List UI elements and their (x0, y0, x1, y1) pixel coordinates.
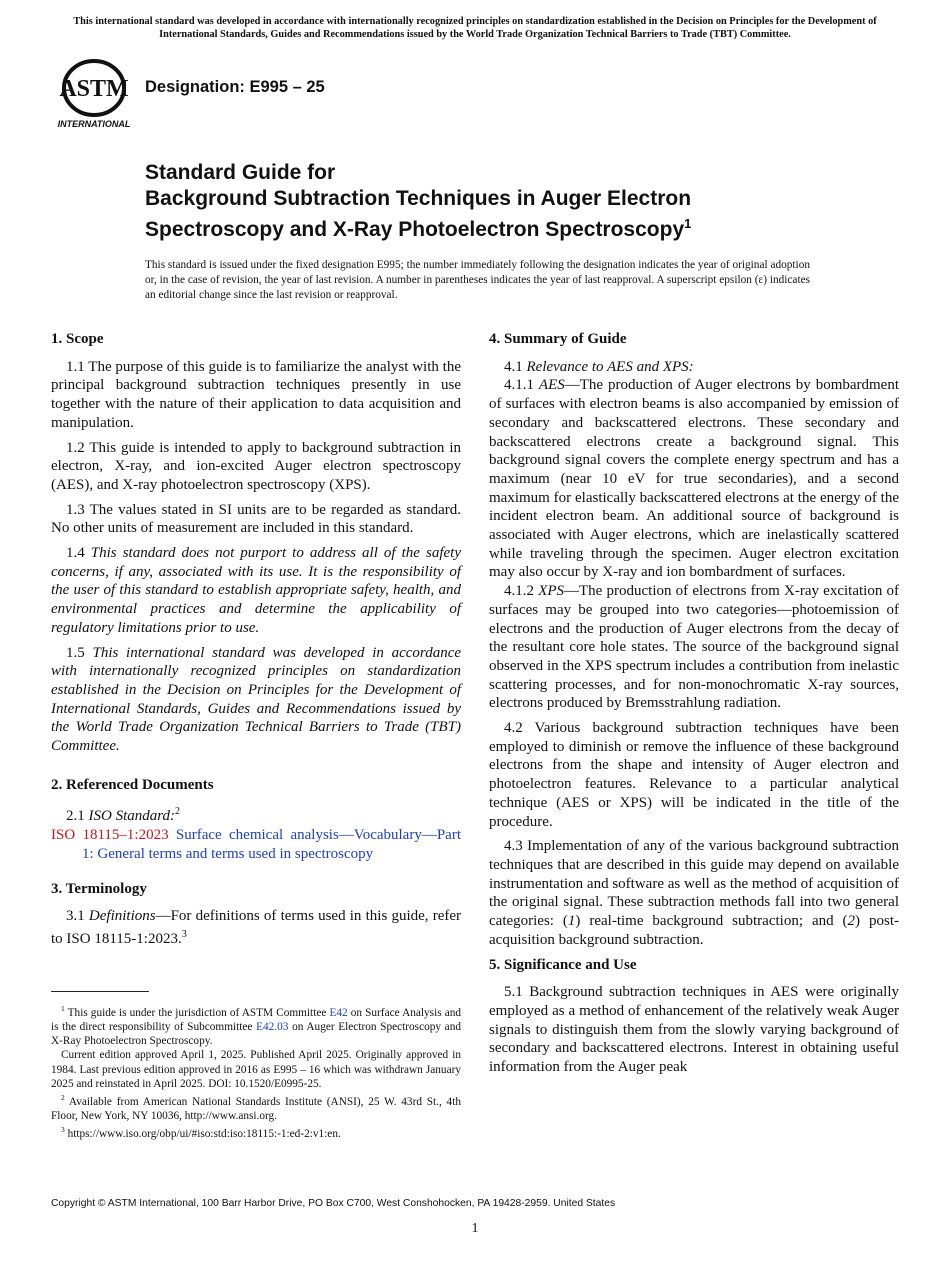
title-line-3-text: Spectroscopy and X-Ray Photoelectron Spectroscopy (145, 218, 685, 241)
footnote-3-mark: 3 (61, 1125, 65, 1135)
paragraph-4-3-text-b: ) real-time background subtraction; and ( (575, 913, 848, 930)
paragraph-4-1-1-label: AES (538, 377, 565, 394)
title-line-3 (145, 211, 845, 243)
footnote-3 (51, 1123, 461, 1141)
astm-logo-icon (54, 58, 134, 130)
paragraph-4-1-label: Relevance to AES and XPS: (526, 358, 694, 375)
logo-text-top: ASTM (59, 76, 129, 102)
footnote-1-text-b: on Surface Analysis and is the direct responsibility of Subcommittee (51, 1006, 462, 1033)
footnote-2-text: Available from American National Standards Institute (ANSI), 25 W. 43rd St., 4th Floor, New York, NY 10036, http://www.ansi.org. (51, 1095, 461, 1122)
paragraph-5-1: 5.1 Background subtraction techniques in AES were originally employed as a method of enhancement of the relatively weak Auger signals to distinguish them from the slowly varying background of secondary and backscattered electrons. Interest in obtaining useful information from the Auger peak (489, 984, 899, 1076)
paragraph-4-1-1-text: —The production of Auger electrons by bombardment of surfaces with electron beams is also accompanied by emission of secondary and backscattered electrons. These secondary and backscattered electrons create a background signal. This background signal covers the complete energy spectrum and has a maximum (near 10 eV for true secondaries), and a second maximum for elastically backscattered electrons at the energy of the incident electron beam. An additional source of background is associated with Auger electrons, which are inelastically scattered while traveling through the specimen. Auger electron excitation may also occur by X-ray and ion bombardment of surfaces. (489, 377, 900, 581)
committee-e42-link[interactable]: E42 (329, 1006, 348, 1019)
left-column (51, 330, 461, 955)
paragraph-3-1-label: Definitions (88, 908, 156, 925)
title-footnote-mark: 1 (684, 216, 692, 231)
paragraph-4-3-text-c: ) post-acquisition background subtraction. (489, 913, 899, 948)
paragraph-4-1 (489, 358, 899, 377)
paragraph-1-3: 1.3 The values stated in SI units are to be regarded as standard. No other units of measurement are included in this standard. (51, 501, 461, 537)
paragraph-4-1-2-number: 4.1.2 (504, 583, 534, 600)
section-heading-terminology: 3. Terminology (51, 880, 147, 897)
copyright-notice: Copyright © ASTM International, 100 Barr Harbor Drive, PO Box C700, West Conshohocken, PA 19428-2959. United States (51, 1198, 616, 1209)
footnote-divider (51, 991, 149, 992)
footnote-2-mark: 2 (61, 1092, 65, 1102)
paragraph-3-1 (51, 907, 461, 948)
paragraph-2-1-label: ISO Standard: (88, 808, 176, 825)
page-number: 1 (471, 1221, 479, 1236)
paragraph-4-1-1-number: 4.1.1 (504, 377, 534, 394)
paragraph-1-1: 1.1 The purpose of this guide is to familiarize the analyst with the principal background subtraction techniques presently in use together with the nature of their application to data acquisition and manipulation. (51, 358, 461, 431)
top-notice: This international standard was developed in accordance with internationally recognized principles on standardization established in the Decision on Principles for the Development of International Standards, Guides and Recommendations issued by the World Trade Organization Technical Barriers to Trade (TBT) Committee. (73, 16, 877, 40)
footnote-1-text-c: on Auger Electron Spectroscopy and X-Ray Photoelectron Spectroscopy. (51, 1020, 461, 1048)
paragraph-4-1-2 (489, 582, 899, 713)
paragraph-1-4-text: This standard does not purport to address all of the safety concerns, if any, associated with its use. It is the responsibility of the user of this standard to establish appropriate safety, health, and environmental practices and determine the applicability of regulatory limitations prior to use. (51, 545, 461, 636)
document-title (145, 160, 845, 243)
footnote-1-edition: Current edition approved April 1, 2025. Published April 2025. Originally approved in 1984. Last previous edition approved in 2016 as E995 – 16 which was withdrawn January 2025 and reinstated in April 2025. DOI: 10.1520/E0995-25. (51, 1049, 461, 1090)
paragraph-1-5-number: 1.5 (66, 644, 85, 661)
paragraph-4-1-2-label: XPS (538, 583, 565, 600)
reference-title-link[interactable]: Surface chemical analysis—Vocabulary—Part 1: General terms and terms used in spectroscopy (82, 827, 461, 862)
section-heading-referenced-documents: 2. Referenced Documents (51, 776, 214, 793)
paragraph-2-1-footnote-mark: 2 (175, 806, 181, 818)
paragraph-3-1-number: 3.1 (66, 908, 85, 925)
title-line-1: Standard Guide for (145, 161, 336, 184)
paragraph-4-3-item-2: 2 (847, 913, 856, 930)
paragraph-2-1 (51, 803, 461, 826)
reference-entry[interactable] (51, 826, 461, 863)
designation: Designation: E995 – 25 (145, 78, 325, 96)
paragraph-4-1-number: 4.1 (504, 358, 523, 375)
paragraph-3-1-text: —For definitions of terms used in this guide, refer to ISO 18115-1:2023. (51, 908, 461, 947)
paragraph-4-3 (489, 837, 899, 949)
footnote-1-text-a: This guide is under the jurisdiction of ASTM Committee (67, 1006, 330, 1019)
section-heading-significance: 5. Significance and Use (489, 956, 637, 973)
paragraph-4-1-1 (489, 376, 899, 582)
paragraph-4-1-2-text: —The production of electrons from X-ray excitation of surfaces may be grouped into two categories—photoemission of electrons and the production of Auger electrons from the decay of the resultant core hole states. The source of the background signal observed in the XPS spectrum includes a contribution from inelastic scattering processes, and for non-monochromatic X-ray sources, electrons produced by Bremsstrahlung radiation. (489, 583, 899, 712)
issuance-note: This standard is issued under the fixed designation E995; the number immediately following the designation indicates the year of original adoption or, in the case of revision, the year of last revision. A number in parentheses indicates the year of last reapproval. A superscript epsilon (ε) indicates an editorial change since the last revision or reapproval. (145, 259, 810, 301)
footnote-3-text: https://www.iso.org/obp/ui/#iso:std:iso:18115:-1:ed-2:v1:en. (67, 1127, 341, 1140)
right-column (489, 330, 899, 1083)
astm-logo (54, 58, 134, 130)
paragraph-1-4-number: 1.4 (66, 545, 85, 562)
paragraph-3-1-footnote-mark: 3 (181, 928, 187, 940)
section-heading-summary: 4. Summary of Guide (489, 331, 627, 347)
paragraph-1-5-text: This international standard was developed in accordance with internationally recognized principles on standardization established in the Decision on Principles for the Development of International Standards, Guides and Recommendations issued by the World Trade Organization Technical Barriers to Trade (TBT) Committee. (51, 644, 462, 755)
footnote-1 (51, 1002, 461, 1048)
paragraph-2-1-number: 2.1 (66, 808, 85, 825)
paragraph-1-2: 1.2 This guide is intended to apply to background subtraction in electron, X-ray, and ion-excited Auger electron spectroscopy (AES), and X-ray photoelectron spectroscopy (XPS). (51, 439, 461, 493)
paragraph-1-4 (51, 544, 461, 638)
title-line-2: Background Subtraction Techniques in Auger Electron (145, 186, 692, 210)
footnote-2 (51, 1091, 461, 1123)
logo-text-bottom: INTERNATIONAL (57, 119, 131, 129)
footnotes (51, 1002, 461, 1141)
subcommittee-e42-03-link[interactable]: E42.03 (256, 1020, 289, 1033)
section-heading-scope: 1. Scope (51, 331, 104, 347)
footnote-1-mark: 1 (61, 1004, 65, 1013)
reference-code-link[interactable]: ISO 18115–1:2023 (51, 827, 169, 844)
paragraph-4-3-text-a: 4.3 Implementation of any of the various background subtraction techniques that are described in this guide may depend on available instrumentation and software as well as the method of acquisition of the original signal. These subtraction methods fall into two general categories: ( (489, 838, 899, 930)
paragraph-1-5 (51, 644, 461, 756)
paragraph-4-3-item-1: 1 (567, 913, 576, 930)
paragraph-4-2: 4.2 Various background subtraction techniques have been employed to diminish or remove the influence of these background electrons from the shape and intensity of Auger electron and photoelectron features. Relevance to a particular analytical technique (AES or XPS) will be indicated in the title of the procedure. (489, 720, 899, 830)
